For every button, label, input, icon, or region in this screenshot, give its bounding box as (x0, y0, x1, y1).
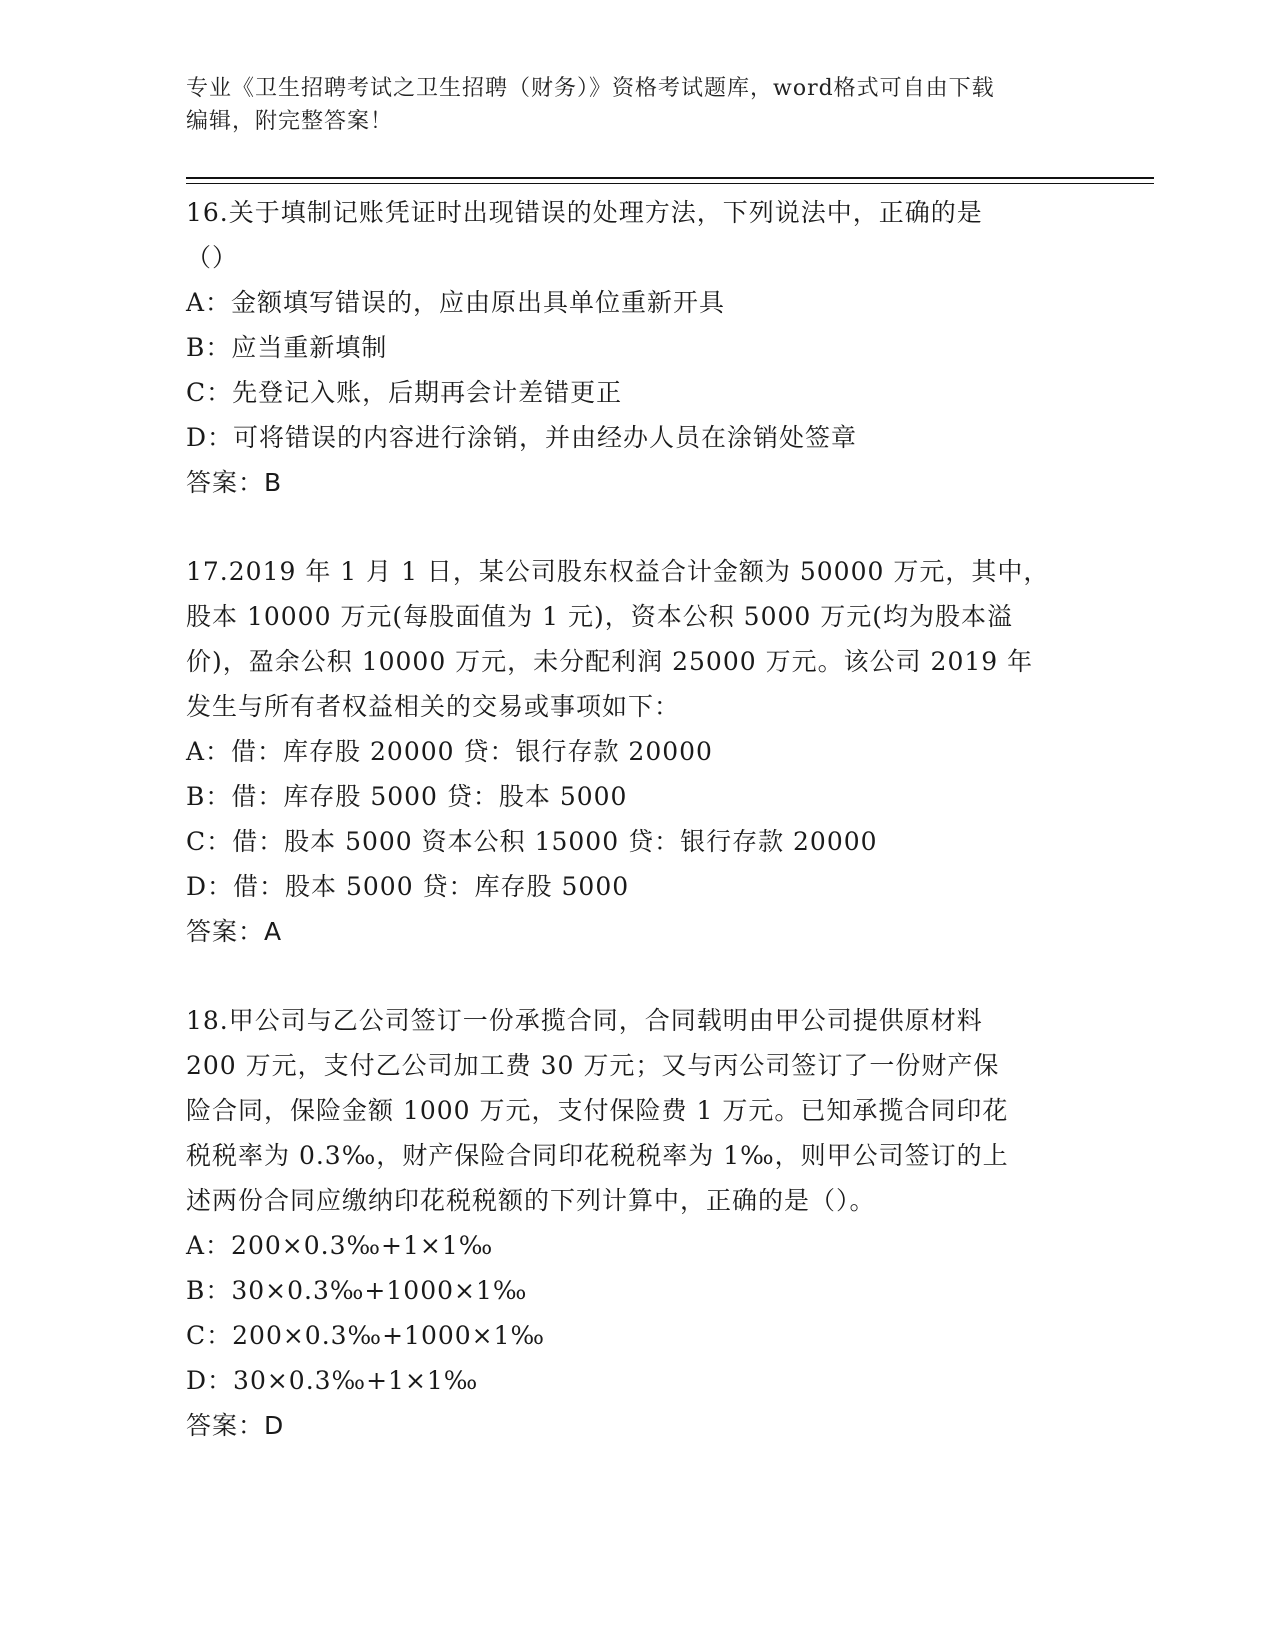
option-a: A：金额填写错误的，应由原出具单位重新开具 (186, 288, 726, 317)
stem-line: （） (186, 243, 239, 272)
question-16 (186, 190, 1086, 505)
document-header (186, 72, 1066, 138)
option-b: B：30×0.3‰+1000×1‰ (186, 1276, 528, 1305)
stem-line: 述两份合同应缴纳印花税税额的下列计算中，正确的是（）。 (186, 1186, 876, 1215)
stem-line: 18.甲公司与乙公司签订一份承揽合同，合同载明由甲公司提供原材料 (186, 1006, 983, 1035)
option-d: D：30×0.3‰+1×1‰ (186, 1366, 479, 1395)
header-line-1: 专业《卫生招聘考试之卫生招聘（财务）》资格考试题库，word格式可自由下载 (186, 76, 995, 101)
option-c: C：先登记入账，后期再会计差错更正 (186, 378, 623, 407)
option-d: D：可将错误的内容进行涂销，并由经办人员在涂销处签章 (186, 423, 858, 452)
option-b: B：应当重新填制 (186, 333, 388, 362)
stem-line: 股本 10000 万元(每股面值为 1 元)，资本公积 5000 万元(均为股本溢 (186, 602, 1014, 631)
option-c: C：借：股本 5000 资本公积 15000 贷：银行存款 20000 (186, 827, 878, 856)
question-17 (186, 549, 1086, 954)
stem-line: 16.关于填制记账凭证时出现错误的处理方法，下列说法中，正确的是 (186, 198, 983, 227)
question-stem (186, 549, 1086, 729)
stem-line: 价)，盈余公积 10000 万元，未分配利润 25000 万元。该公司 2019 年 (186, 647, 1034, 676)
question-stem (186, 998, 1086, 1223)
question-list (186, 190, 1086, 1492)
stem-line: 发生与所有者权益相关的交易或事项如下： (186, 692, 681, 721)
header-divider-thick (186, 177, 1154, 179)
answer: 答案：A (186, 917, 283, 946)
answer: 答案：B (186, 468, 283, 497)
stem-line: 税税率为 0.3‰，财产保险合同印花税税率为 1‰，则甲公司签订的上 (186, 1141, 1009, 1170)
option-d: D：借：股本 5000 贷：库存股 5000 (186, 872, 630, 901)
header-divider-thin (186, 183, 1154, 184)
question-stem (186, 190, 1086, 280)
question-18 (186, 998, 1086, 1448)
answer: 答案：D (186, 1411, 285, 1440)
option-a: A：200×0.3‰+1×1‰ (186, 1231, 494, 1260)
option-c: C：200×0.3‰+1000×1‰ (186, 1321, 546, 1350)
stem-line: 17.2019 年 1 月 1 日，某公司股东权益合计金额为 50000 万元，其中， (186, 557, 1050, 586)
option-b: B：借：库存股 5000 贷：股本 5000 (186, 782, 628, 811)
stem-line: 200 万元，支付乙公司加工费 30 万元；又与丙公司签订了一份财产保 (186, 1051, 1000, 1080)
stem-line: 险合同，保险金额 1000 万元，支付保险费 1 万元。已知承揽合同印花 (186, 1096, 1009, 1125)
header-line-2: 编辑，附完整答案！ (186, 109, 394, 134)
option-a: A：借：库存股 20000 贷：银行存款 20000 (186, 737, 713, 766)
